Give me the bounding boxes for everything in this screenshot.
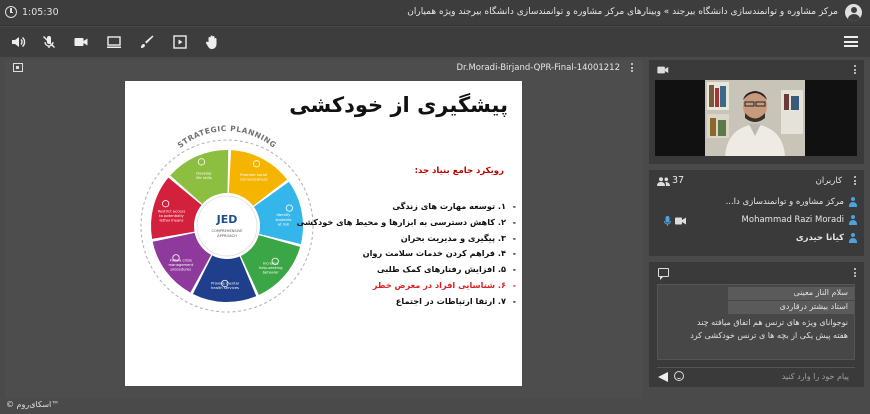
segment-label: life skills (195, 175, 212, 180)
segment-label: Follow crisis (169, 258, 192, 263)
slide-bullet-item: ۳. پیگیری و مدیریت بحران - (297, 231, 506, 247)
user-name: کیانا حیدری (795, 233, 844, 243)
center-title: JED (216, 213, 238, 226)
more-options-icon[interactable] (631, 63, 634, 73)
fullscreen-icon[interactable] (13, 63, 23, 72)
user-name: Mohammad Razi Moradi (741, 215, 844, 225)
user-row[interactable] (649, 195, 864, 211)
presentation-slide (125, 81, 522, 386)
raise-hand-icon[interactable] (204, 34, 222, 50)
more-options-icon[interactable] (854, 176, 856, 187)
video-on-icon (675, 217, 686, 228)
segment-label: lethal means (159, 218, 184, 223)
more-options-icon[interactable] (854, 268, 856, 279)
users-count: 37 (672, 175, 685, 186)
slide-bullet-item: ۶. شناسایی افراد در معرض خطر - (297, 278, 506, 294)
menu-icon[interactable] (844, 36, 858, 47)
user-icon (848, 215, 858, 225)
slide-bullet-item: ۴. فراهم کردن خدمات سلامت روان - (297, 246, 506, 262)
chat-message: هفته پیش یکی از بچه ها ی ترنس خودکشی کرد (690, 331, 848, 340)
room-title: مرکز مشاوره و توانمندسازی دانشگاه بیرجند » وبینارهای مرکز مشاوره و توانمندسازی دانشگاه بیرجند ویژه همیاران (407, 7, 838, 17)
presentation-header (5, 60, 642, 76)
segment-label: Provide mental (211, 281, 239, 286)
segment-label: Increase (262, 261, 279, 266)
session-timer: 1:05:30 (22, 7, 59, 18)
user-name: مرکز مشاوره و توانمندسازی دا... (725, 197, 844, 207)
chat-icon (658, 268, 669, 277)
users-panel-title: کاربران (815, 176, 842, 186)
strategic-planning-diagram (132, 121, 322, 316)
arc-label: STRATEGIC PLANNING (175, 123, 279, 150)
brand-footer: © اسکای‌روم™ (6, 400, 60, 409)
segment-label: behavior (262, 270, 279, 275)
slide-bullet-item: ۲. کاهش دسترسی به ابزارها و محیط های خودکشی - (297, 215, 506, 231)
chat-message: سلام الناز معینی (728, 287, 854, 300)
emoji-icon[interactable] (674, 371, 684, 381)
camera-icon[interactable] (73, 34, 91, 50)
user-avatar-icon[interactable] (845, 4, 862, 21)
segment-label: to potentially (159, 213, 184, 218)
segment-label: Restrict access (157, 209, 186, 214)
center-subtitle-2: APPROACH (217, 234, 237, 238)
chat-input-row (657, 367, 855, 383)
user-icon (848, 197, 858, 207)
slide-bullet-item: ۱. توسعه مهارت های زندگی - (297, 199, 506, 215)
users-icon (657, 177, 670, 189)
send-icon[interactable] (658, 372, 668, 382)
segment-label: Promote social (240, 173, 268, 178)
segment-label: connectedness (239, 177, 268, 182)
chat-input[interactable] (689, 369, 849, 383)
more-options-icon[interactable] (854, 65, 856, 76)
top-bar (0, 0, 870, 26)
presenter-video[interactable] (655, 80, 857, 156)
segment-label: health services (211, 286, 239, 291)
slide-bullet-list (297, 199, 506, 310)
slide-title: پیشگیری از خودکشی (289, 93, 508, 117)
webcam-panel (649, 60, 864, 164)
center-subtitle-1: COMPREHENSIVE (211, 229, 243, 233)
clock-icon (5, 6, 17, 18)
segment-label: help-seeking (258, 265, 283, 270)
presentation-file-name: Dr.Moradi-Birjand-QPR-Final-14001212 (456, 63, 620, 73)
speaker-icon[interactable] (10, 34, 28, 50)
mic-off-icon[interactable] (41, 34, 59, 50)
mic-icon (664, 216, 671, 229)
screen-share-icon[interactable] (106, 34, 124, 50)
segment-label: at risk (277, 222, 290, 227)
user-icon (848, 233, 858, 243)
users-panel (649, 170, 864, 256)
play-media-icon[interactable] (172, 34, 190, 50)
brush-icon[interactable] (139, 34, 157, 50)
toolbar (0, 27, 870, 57)
user-row[interactable] (649, 231, 864, 247)
chat-messages[interactable] (657, 284, 855, 360)
slide-bullet-item: ۵. افزایش رفتارهای کمک طلبی - (297, 262, 506, 278)
segment-label: procedures (170, 267, 192, 272)
segment-label: Develop (196, 171, 212, 176)
chat-message: نوجوانای ویژه های ترنس هم اتفاق میافته چند (697, 318, 848, 327)
segment-label: management (168, 262, 194, 267)
user-row[interactable] (649, 213, 864, 229)
slide-bullet-item: ۷. ارتقا ارتباطات در اجتماع - (297, 294, 506, 310)
segment-label: Identify (276, 213, 291, 218)
slide-subtitle: رویکرد جامع بنیاد جد: (414, 166, 504, 176)
chat-message: استاد بیشتر درقاردی (728, 301, 854, 314)
center-circle (197, 196, 257, 256)
segment-label: students (275, 217, 292, 222)
camera-icon (657, 65, 669, 78)
presentation-panel (5, 60, 642, 398)
chat-panel (649, 262, 864, 387)
